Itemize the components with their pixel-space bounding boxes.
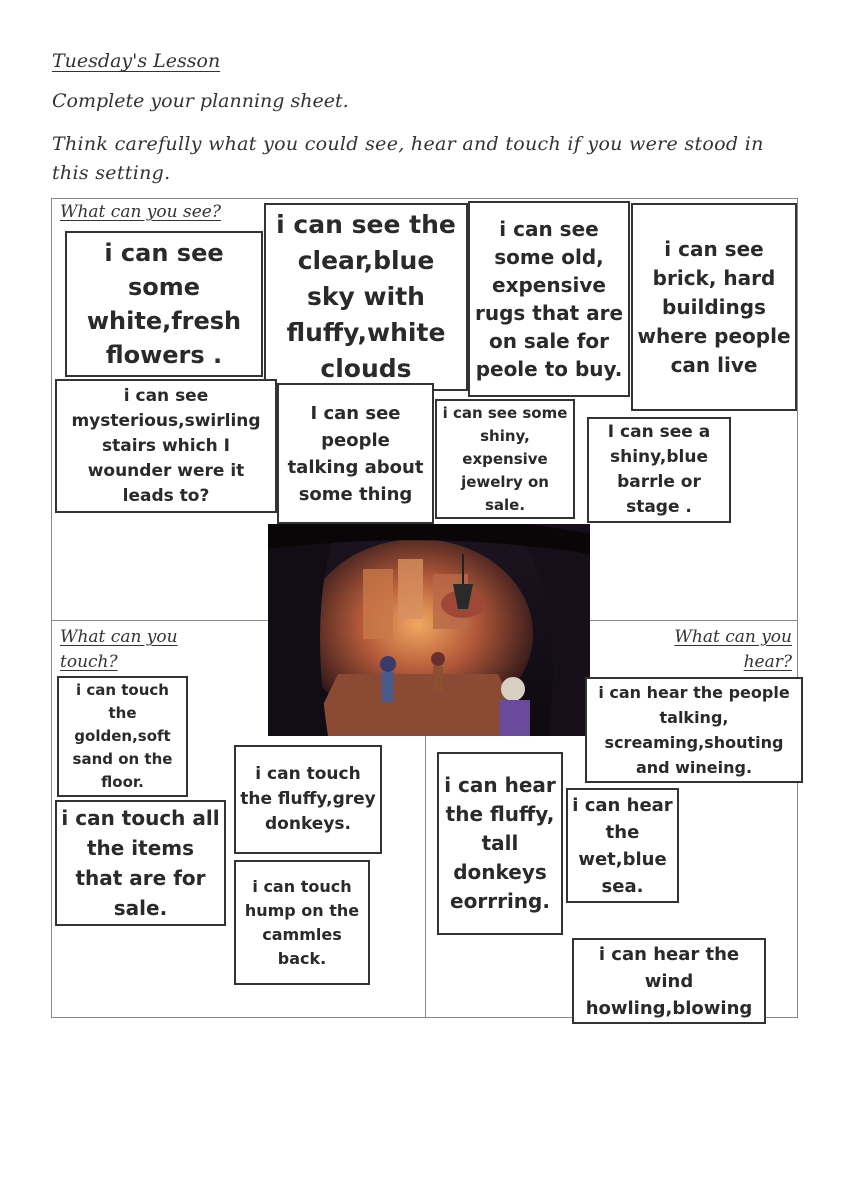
touch-box-donkeys: i can touch the fluffy,grey donkeys.: [234, 745, 382, 854]
see-box-buildings: i can see brick, hard buildings where people can live: [631, 203, 797, 411]
see-box-sky: i can see the clear,blue sky with fluffy,white clouds: [264, 203, 468, 391]
see-box-flowers: i can see some white,fresh flowers .: [65, 231, 263, 377]
see-label: What can you see?: [60, 202, 221, 222]
marketplace-scene-image: [268, 524, 590, 736]
prompt-text: Think carefully what you could see, hear and touch if you were stood in this setting.: [52, 133, 764, 184]
instruction-text: Complete your planning sheet.: [52, 90, 349, 112]
touch-box-sand: i can touch the golden,soft sand on the floor.: [57, 676, 188, 797]
hear-label: What can you hear?: [674, 627, 792, 672]
see-box-people: I can see people talking about some thing: [277, 383, 434, 524]
lesson-title: Tuesday's Lesson: [52, 50, 221, 72]
see-box-jewelry: i can see some shiny, expensive jewelry on sale.: [435, 399, 575, 519]
touch-box-items: i can touch all the items that are for sale.: [55, 800, 226, 926]
see-box-stairs: i can see mysterious,swirling stairs which I wounder were it leads to?: [55, 379, 277, 513]
touch-box-camels: i can touch hump on the cammles back.: [234, 860, 370, 985]
hear-box-people: i can hear the people talking, screaming,shouting and wineing.: [585, 677, 803, 783]
see-box-barrel: I can see a shiny,blue barrle or stage .: [587, 417, 731, 523]
hear-box-wind: i can hear the wind howling,blowing: [572, 938, 766, 1024]
touch-label: What can you touch?: [60, 627, 178, 672]
see-box-rugs: i can see some old, expensive rugs that are on sale for peole to buy.: [468, 201, 630, 397]
hear-box-sea: i can hear the wet,blue sea.: [566, 788, 679, 903]
hear-box-donkeys: i can hear the fluffy, tall donkeys eorrring.: [437, 752, 563, 935]
